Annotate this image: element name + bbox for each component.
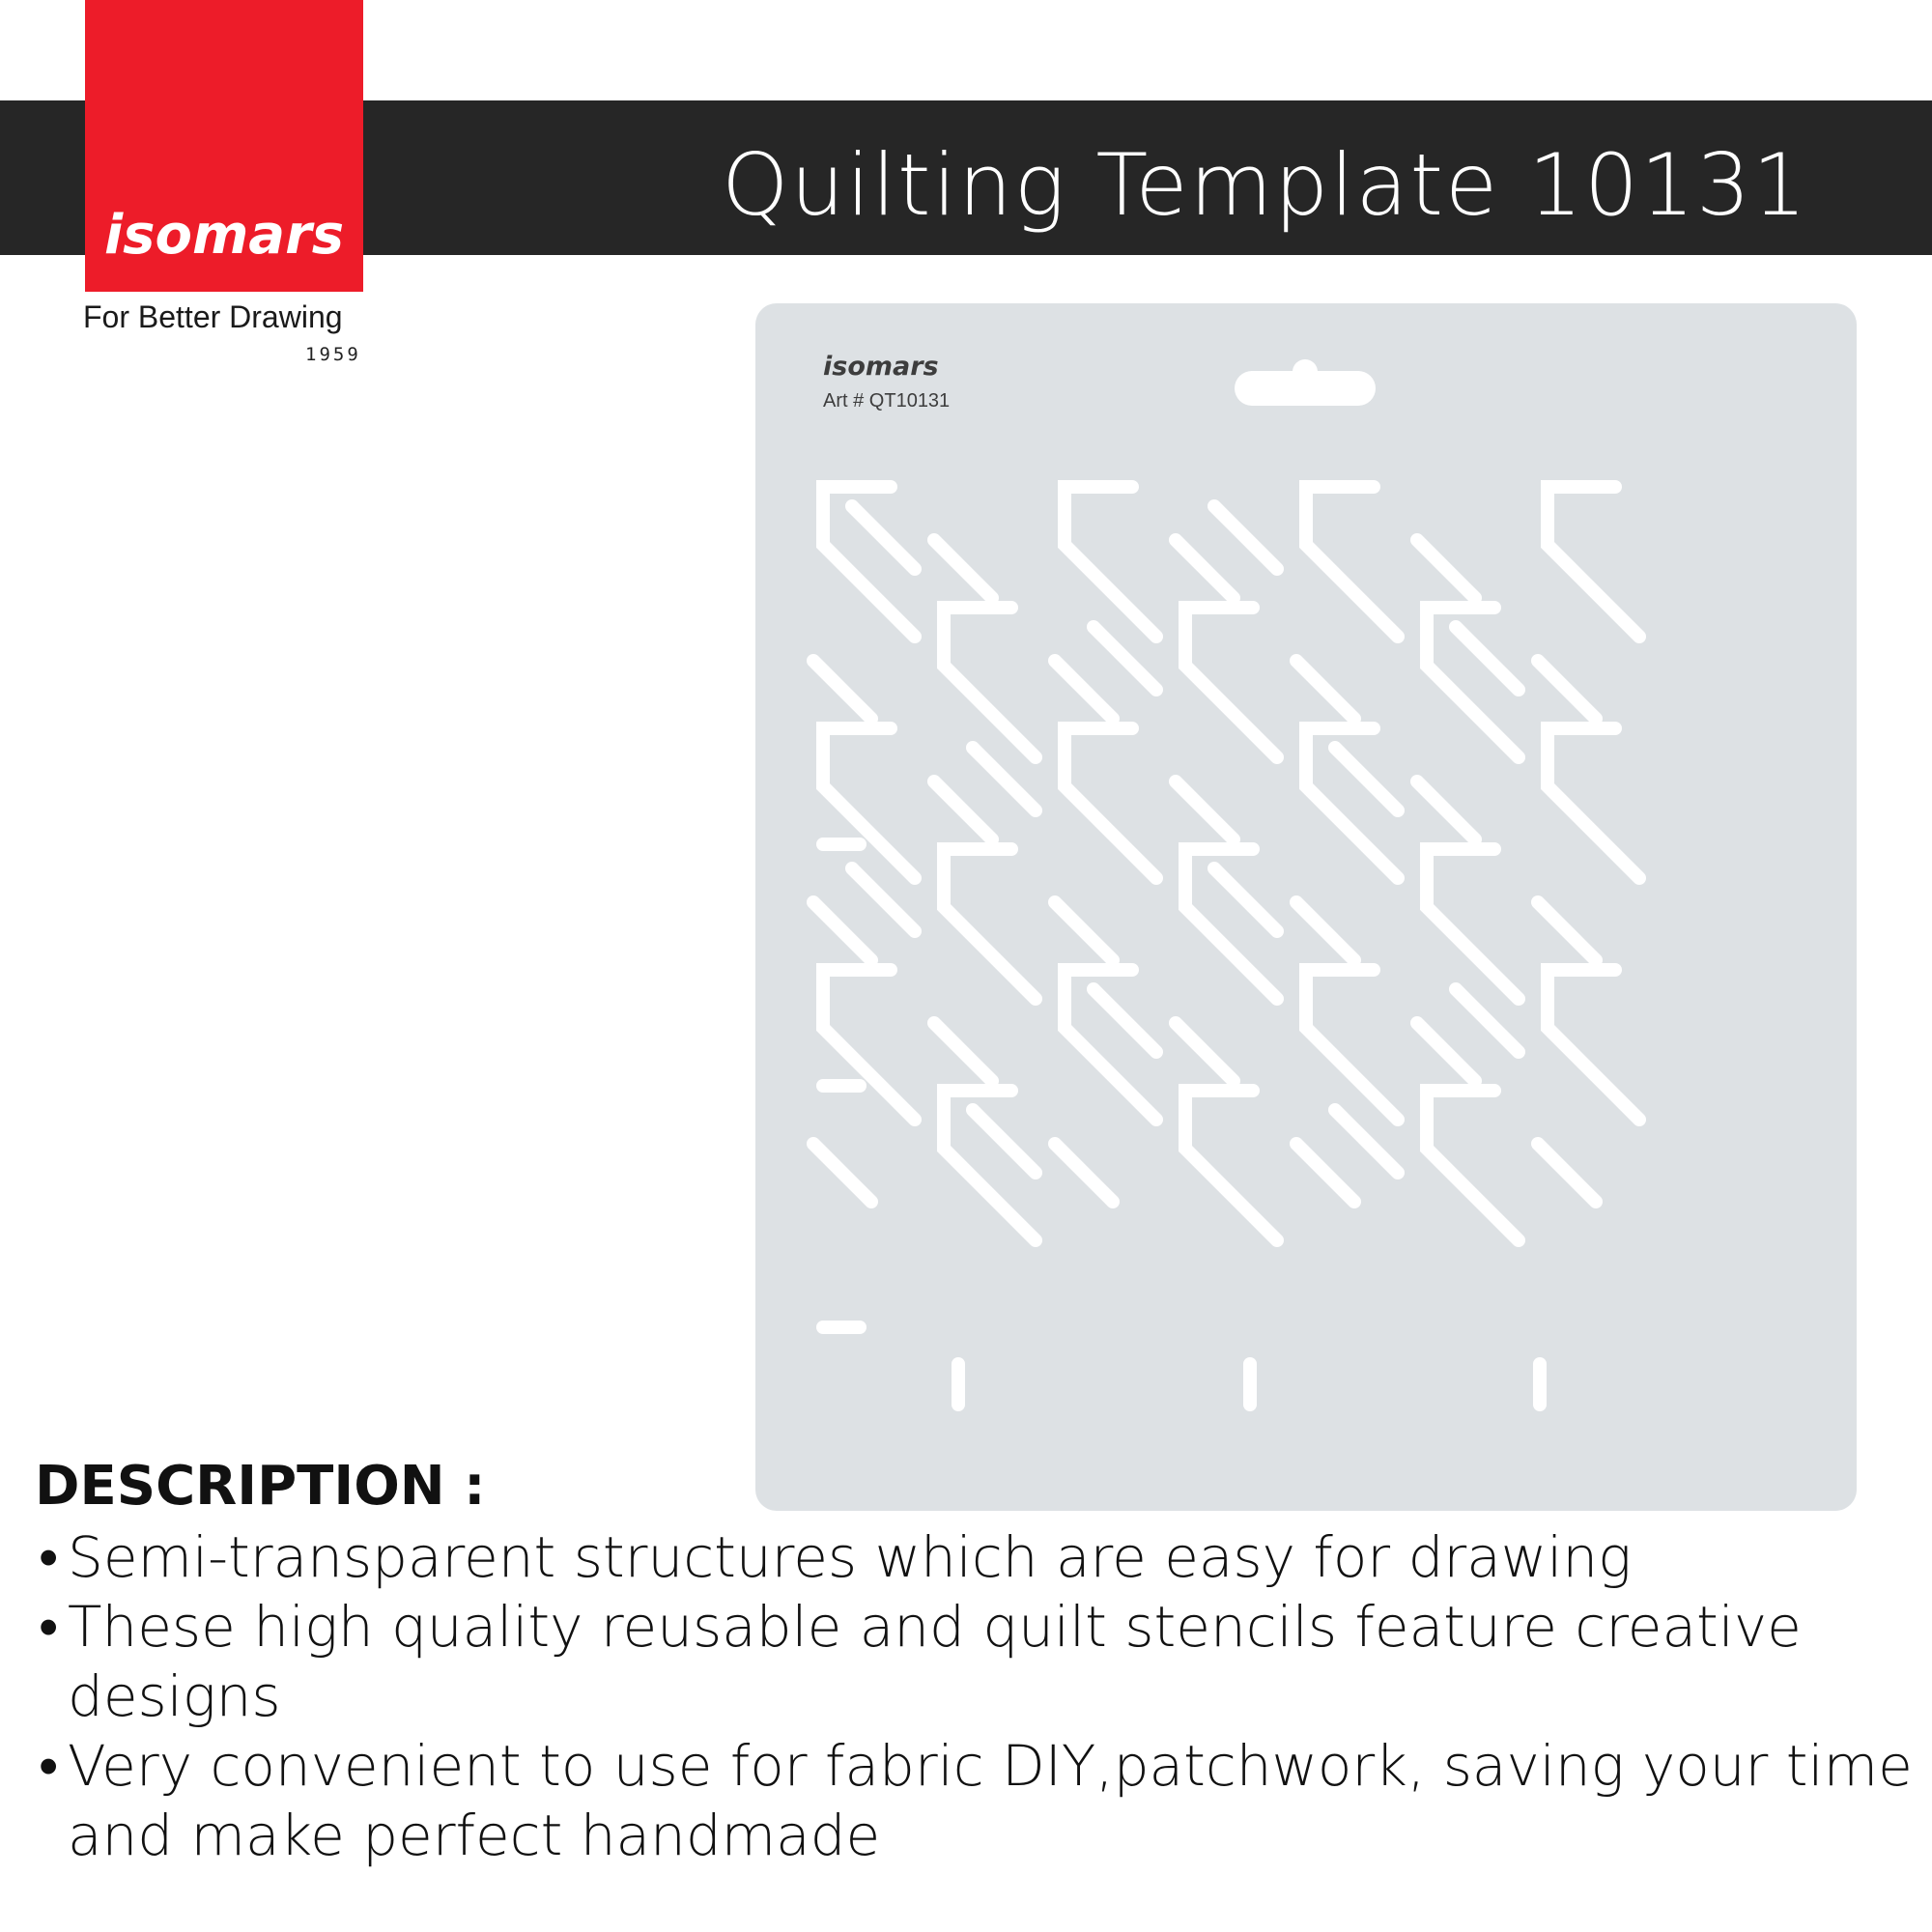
stencil-stroke — [1548, 728, 1639, 878]
stencil-stroke — [1548, 487, 1639, 637]
stencil-stroke — [1185, 1091, 1277, 1240]
stencil-stroke — [1306, 970, 1398, 1120]
stencil-stroke — [1427, 849, 1519, 999]
stencil-stroke — [823, 728, 915, 878]
stencil-stroke — [1417, 540, 1475, 598]
stencil-stroke — [944, 849, 1036, 999]
product-title: Quilting Template 10131 — [722, 135, 1808, 235]
stencil-stroke — [934, 781, 992, 839]
stencil-stroke — [823, 970, 915, 1120]
stencil-art-number: Art # QT10131 — [823, 390, 951, 412]
description-heading: DESCRIPTION : — [35, 1455, 486, 1518]
stencil-stroke — [1538, 902, 1596, 960]
stencil-stroke — [813, 661, 871, 719]
stencil-stroke — [1055, 902, 1113, 960]
stencil-stroke — [1548, 970, 1639, 1120]
stencil-stroke — [1417, 1023, 1475, 1081]
brand-wordmark: isomars — [103, 204, 345, 267]
brand-year: 1959 — [305, 344, 361, 365]
stencil-stroke — [852, 506, 915, 569]
stencil-stroke — [934, 540, 992, 598]
stencil-stroke — [1214, 868, 1277, 931]
bullet-icon: • — [39, 1524, 59, 1590]
description-text: These high quality reusable and quilt stencils feature creative designs — [68, 1594, 1802, 1729]
stencil-stroke — [1065, 487, 1156, 637]
stencil-stroke — [1335, 748, 1398, 810]
stencil-stroke — [1296, 902, 1354, 960]
stencil-stroke — [1538, 1144, 1596, 1202]
stencil-product-image — [755, 303, 1857, 1511]
stencil-brand: isomars — [823, 352, 939, 382]
description-text: Semi-transparent structures which are easy for drawing — [68, 1524, 1632, 1590]
stencil-stroke — [1055, 661, 1113, 719]
bullet-icon: • — [39, 1594, 59, 1660]
stencil-stroke — [813, 1144, 871, 1202]
stencil-stroke — [1417, 781, 1475, 839]
stencil-stroke — [1065, 728, 1156, 878]
stencil-pattern — [755, 303, 1857, 1511]
stencil-stroke — [1055, 1144, 1113, 1202]
stencil-stroke — [1094, 989, 1156, 1052]
stencil-stroke — [813, 902, 871, 960]
description-text: Very convenient to use for fabric DIY,patchwork, saving your time and make perfect handmade — [68, 1733, 1913, 1868]
stencil-stroke — [1306, 487, 1398, 637]
description-item — [39, 1592, 1922, 1731]
stencil-stroke — [1176, 1023, 1234, 1081]
stencil-stroke — [1456, 627, 1519, 690]
stencil-stroke — [1185, 608, 1277, 757]
description-list — [39, 1522, 1922, 1870]
stencil-stroke — [1427, 1091, 1519, 1240]
stencil-stroke — [944, 608, 1036, 757]
stencil-stroke — [934, 1023, 992, 1081]
stencil-stroke — [1214, 506, 1277, 569]
stencil-stroke — [1176, 781, 1234, 839]
stencil-stroke — [1176, 540, 1234, 598]
stencil-stroke — [973, 1110, 1036, 1173]
stencil-stroke — [1538, 661, 1596, 719]
brand-tagline: For Better Drawing — [83, 299, 343, 334]
brand-logo — [85, 0, 363, 292]
description-item — [39, 1522, 1922, 1592]
stencil-stroke — [1296, 1144, 1354, 1202]
bullet-icon: • — [39, 1733, 59, 1799]
stencil-stroke — [1296, 661, 1354, 719]
description-item — [39, 1731, 1922, 1870]
